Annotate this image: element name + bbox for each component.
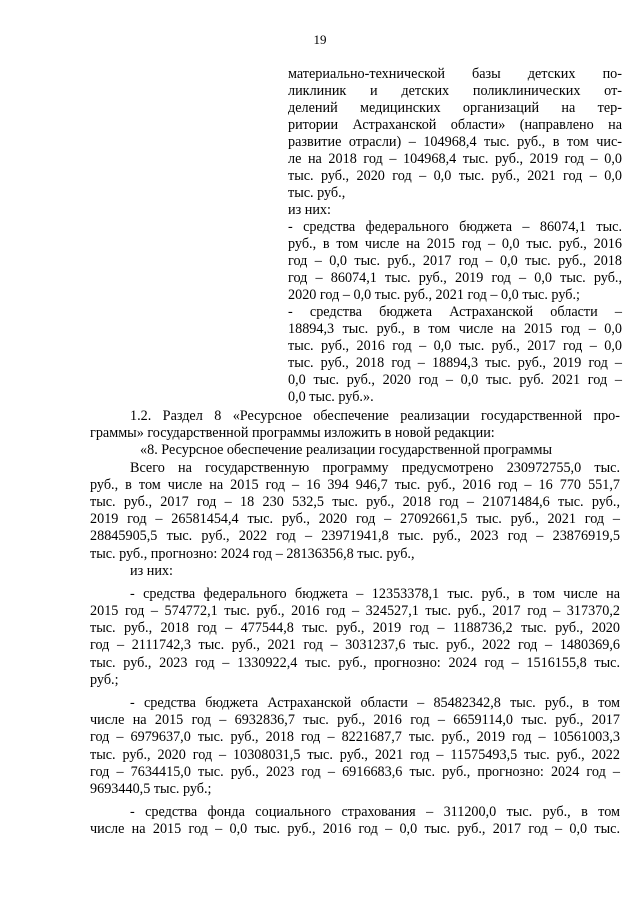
- text-line: 0,0 тыс. руб., 2020 год – 0,0 тыс. руб. 2021 год –: [288, 372, 622, 388]
- text-line: 9693440,5 тыс. руб.;: [90, 780, 212, 797]
- text-line: тыс. руб., 2018 год – 18894,3 тыс. руб., 2019 год –: [288, 355, 622, 371]
- text-line: тыс. руб., прогнозно: 2024 год – 28136356,8 тыс. руб.,: [90, 545, 415, 562]
- text-line: тыс. руб., 2017 год – 18 230 532,5 тыс. руб., 2018 год – 21071484,6 тыс. руб.,: [90, 493, 620, 510]
- text-line: тыс. руб., 2016 год – 0,0 тыс. руб., 2017 год – 0,0: [288, 338, 622, 354]
- text-line: 2015 год – 574772,1 тыс. руб., 2016 год – 324527,1 тыс. руб., 2017 год – 317370,2: [90, 603, 620, 620]
- text-line: год – 2111742,3 тыс. руб., 2021 год – 3031237,6 тыс. руб., 2022 год – 1480369,6: [90, 637, 620, 654]
- text-line: год – 86074,1 тыс. руб., 2019 год – 0,0 тыс. руб.,: [288, 270, 622, 286]
- text-line: развитие отрасли) – 104968,4 тыс. руб., в том чис-: [288, 134, 622, 150]
- section-heading: «8. Ресурсное обеспечение реализации государственной программы: [140, 442, 553, 459]
- page-number: 19: [313, 32, 327, 47]
- text-line: тыс. руб., 2020 год – 0,0 тыс. руб., 2021 год – 0,0: [288, 168, 622, 184]
- text-line: материально-технической базы детских по-: [288, 66, 622, 82]
- text-line: 2019 год – 26581454,4 тыс. руб., 2020 год – 27092661,5 тыс. руб., 2021 год –: [90, 511, 620, 528]
- text-line: год – 7634415,0 тыс. руб., 2023 год – 6916683,6 тыс. руб., прогнозно: 2024 год –: [90, 763, 620, 780]
- text-line: делений медицинских организаций на тер-: [288, 100, 622, 116]
- text-line: руб., в том числе на 2015 год – 16 394 946,7 тыс. руб., 2016 год – 16 770 551,7: [90, 476, 620, 493]
- text-line: из них:: [288, 202, 331, 218]
- text-line: руб., в том числе на 2015 год – 0,0 тыс. руб., 2016: [288, 236, 622, 252]
- text-line: числе на 2015 год – 6932836,7 тыс. руб., 2016 год – 6659114,0 тыс. руб., 2017: [90, 712, 620, 729]
- text-line: - средства бюджета Астраханской области –: [288, 304, 622, 320]
- text-line: - средства фонда социального страхования – 311200,0 тыс. руб., в том: [130, 804, 620, 821]
- text-line: Всего на государственную программу предусмотрено 230972755,0 тыс.: [130, 459, 620, 476]
- main-text-block: [90, 408, 620, 839]
- text-line: год – 0,0 тыс. руб., 2017 год – 0,0 тыс. руб., 2018: [288, 253, 622, 269]
- text-line: - средства бюджета Астраханской области – 85482342,8 тыс. руб., в том: [130, 695, 620, 711]
- text-line: 28845905,5 тыс. руб., 2022 год – 23971941,8 тыс. руб., 2023 год – 23876919,5: [90, 528, 620, 545]
- text-line: тыс. руб.,: [288, 185, 346, 201]
- text-line: из них:: [130, 562, 173, 579]
- text-line: ликлиник и детских поликлинических от-: [288, 83, 622, 99]
- text-line: тыс. руб., 2023 год – 1330922,4 тыс. руб., прогнозно: 2024 год – 1516155,8 тыс.: [90, 654, 620, 671]
- text-line: - средства федерального бюджета – 86074,1 тыс.: [288, 219, 622, 235]
- text-line: тыс. руб., 2018 год – 477544,8 тыс. руб., 2019 год – 1188736,2 тыс. руб., 2020: [90, 620, 620, 637]
- text-line: 1.2. Раздел 8 «Ресурсное обеспечение реализации государственной про-: [130, 408, 620, 424]
- text-line: 2020 год – 0,0 тыс. руб., 2021 год – 0,0 тыс. руб.;: [288, 287, 580, 303]
- top-text-block: [288, 66, 622, 406]
- text-line: 0,0 тыс. руб.».: [288, 389, 374, 405]
- text-line: числе на 2015 год – 0,0 тыс. руб., 2016 год – 0,0 тыс. руб., 2017 год – 0,0 тыс.: [90, 821, 620, 838]
- text-line: ле на 2018 год – 104968,4 тыс. руб., 2019 год – 0,0: [288, 151, 622, 167]
- text-line: 18894,3 тыс. руб., в том числе на 2015 год – 0,0: [288, 321, 622, 337]
- text-line: граммы» государственной программы изложить в новой редакции:: [90, 425, 495, 442]
- text-line: руб.;: [90, 671, 119, 688]
- text-line: тыс. руб., 2020 год – 10308031,5 тыс. руб., 2021 год – 11575493,5 тыс. руб., 2022: [90, 746, 620, 763]
- text-line: год – 6979637,0 тыс. руб., 2018 год – 8221687,7 тыс. руб., 2019 год – 10561003,3: [90, 729, 620, 746]
- text-line: ритории Астраханской области» (направлено на: [288, 117, 622, 133]
- text-line: - средства федерального бюджета – 12353378,1 тыс. руб., в том числе на: [130, 585, 620, 602]
